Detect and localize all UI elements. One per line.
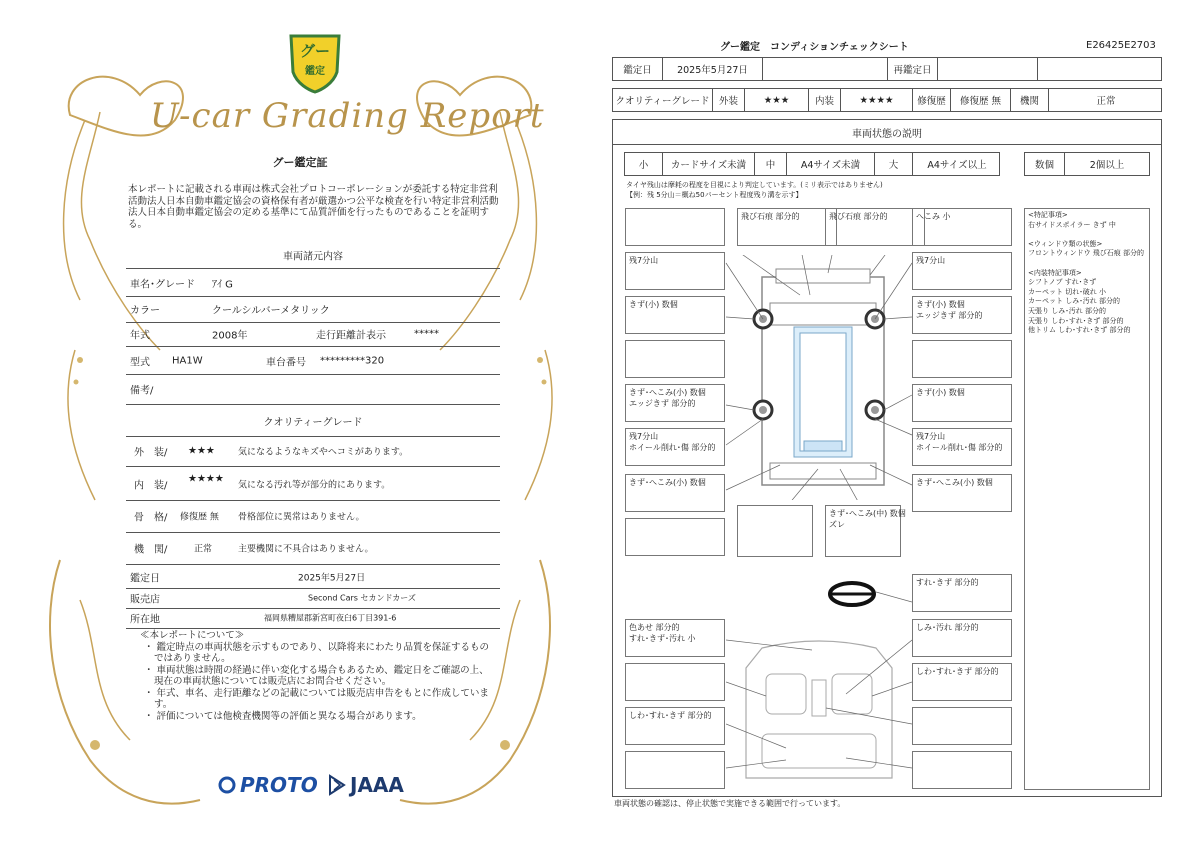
appraisal-date-label: 鑑定日 [130, 573, 160, 585]
callout-text: きず･へこみ(小) 数個 [629, 478, 706, 487]
callout-box-20 [912, 574, 1012, 612]
special-note-line: シフトノブ すれ･きず [1028, 278, 1097, 287]
year-label: 年式 [130, 330, 150, 342]
callout-text: しみ･汚れ 部分的 [916, 623, 979, 632]
date-value: 2025年5月27日 [663, 58, 763, 80]
quality-frame-row [126, 500, 500, 533]
badge-bottom-text: 鑑定 [305, 66, 325, 77]
color-label: カラー [130, 305, 160, 317]
jaaa-logo-text: JAAA [350, 773, 404, 797]
address-row [126, 608, 500, 629]
interior-text: 気になる汚れ等が部分的にあります。 [238, 480, 391, 491]
spec-year-row [126, 322, 500, 347]
callout-box-10 [912, 340, 1012, 378]
grade-label: クオリティーグレード [613, 89, 713, 111]
remarks-label: 備考/ [130, 385, 154, 397]
callout-text: きず(小) 数個 [916, 300, 965, 309]
quality-header-row [126, 406, 500, 437]
callout-box-7 [625, 296, 725, 334]
certificate-title: グー鑑定証 [272, 156, 328, 169]
note-item: ・ 評価については他検査機関等の評価と異なる場合があります。 [144, 710, 422, 722]
count-label: 数個 [1025, 153, 1065, 175]
callout-text: 残7分山 [629, 256, 659, 265]
steering-leader-line [876, 590, 912, 604]
size-mid: 中 [755, 153, 787, 175]
callout-text: きず(小) 数個 [916, 388, 965, 397]
count-desc: 2個以上 [1089, 160, 1125, 171]
callout-box-8 [912, 296, 1012, 334]
callout-box-23 [625, 663, 725, 701]
count-legend [1024, 152, 1150, 176]
callout-text: 飛び石痕 部分的 [741, 212, 800, 221]
special-note-spacer [1028, 259, 1146, 269]
special-note-line: <ウィンドウ類の状態> [1028, 239, 1103, 248]
callout-text: すれ･きず･汚れ 小 [629, 634, 696, 643]
special-note-line: カーペット しみ･汚れ 部分的 [1028, 297, 1120, 306]
engine-label: 機関 [1011, 89, 1049, 111]
engine-label: 機 関/ [134, 544, 168, 556]
name-value: ｱｲ G [212, 279, 233, 291]
quality-exterior-row [126, 436, 500, 467]
callout-text: きず･へこみ(小) 数個 [916, 478, 993, 487]
model-value: HA1W [172, 355, 203, 367]
engine-text: 主要機関に不具合はありません。 [238, 544, 374, 555]
special-note-line: 天張り しみ･汚れ 部分的 [1028, 306, 1106, 315]
exterior-label: 外装 [713, 89, 745, 111]
size-small: 小 [625, 153, 663, 175]
proto-mark-icon [218, 776, 236, 794]
spec-header-row [126, 242, 500, 269]
callout-box-9 [625, 340, 725, 378]
callout-box-25 [625, 707, 725, 745]
script-title: U-car Grading Report [150, 96, 545, 136]
callout-text: ホイール削れ･傷 部分的 [916, 443, 1003, 452]
callout-text: しわ･すれ･きず 部分的 [916, 667, 999, 676]
callout-box-1 [625, 208, 725, 246]
special-note-line: 他トリム しわ･すれ･きず 部分的 [1028, 326, 1131, 335]
special-note-line: <内装特記事項> [1028, 268, 1082, 277]
callout-text: きず(小) 数個 [629, 300, 678, 309]
report-notes [140, 630, 495, 722]
callout-box-17 [625, 518, 725, 556]
callout-text: きず･へこみ(中) 数個 [829, 509, 906, 518]
frame-text: 骨格部位に異常はありません。 [238, 512, 365, 523]
callout-box-16 [912, 474, 1012, 512]
jaaa-logo [328, 772, 404, 798]
notes-title: ≪本レポートについて≫ [140, 630, 245, 641]
engine-value: 正常 [194, 544, 213, 555]
size-large-desc: A4サイズ以上 [927, 160, 987, 171]
exterior-stars: ★★★ [188, 445, 215, 457]
interior-label: 内装 [809, 89, 841, 111]
certificate-text: 本レポートに記載される車両は株式会社プロトコーポレーションが委託する特定非営利活動法人日本自動車鑑定協会の資格保有者が厳選かつ公平な検査を行い特定非営利活動法人日本自動車鑑定協会の定める基準にて品質評価を行ったものであることを証明する。 [128, 184, 499, 230]
callout-box-26 [912, 707, 1012, 745]
special-note-line: 右サイドスポイラー きず 中 [1028, 220, 1116, 229]
appraisal-date-row [126, 566, 500, 589]
chassis-label: 車台番号 [266, 357, 306, 369]
callout-text: ズレ [829, 520, 845, 529]
callout-text: きず･へこみ(小) 数個 [629, 388, 706, 397]
proto-logo [218, 772, 318, 798]
callout-text: エッジきず 部分的 [916, 311, 983, 320]
special-note-line: カーペット 切れ･破れ 小 [1028, 287, 1106, 296]
mileage-label: 走行距離計表示 [316, 330, 386, 342]
callout-text: ホイール削れ･傷 部分的 [629, 443, 716, 452]
callout-box-14 [912, 428, 1012, 466]
address-label: 所在地 [130, 614, 160, 626]
year-value: 2008年 [212, 330, 248, 342]
note-item: ・ 車両状態は時間の経過に伴い変化する場合もあるため、鑑定日をご確認の上、現在の車両状態については販売店にお問合せください。 [144, 664, 489, 687]
callout-box-13 [625, 428, 725, 466]
note-item: ・ 年式、車名、走行距離などの記載については販売店申告をもとに作成しています。 [144, 687, 489, 710]
callout-box-4 [912, 208, 1012, 246]
engine-value: 正常 [1096, 96, 1116, 107]
callout-box-2 [737, 208, 837, 246]
shop-row [126, 588, 500, 609]
callout-text: すれ･きず 部分的 [916, 578, 979, 587]
note-item: ・ 鑑定時点の車両状態を示すものであり、以降将来にわたり品質を保証するものではありません。 [144, 641, 490, 664]
frame-value: 修復歴 無 [180, 512, 219, 523]
callout-box-19 [825, 505, 906, 557]
reappraisal-label: 再鑑定日 [888, 58, 938, 80]
callout-box-6 [912, 252, 1012, 290]
repair-value: 修復歴 無 [951, 89, 1011, 111]
callout-text: エッジきず 部分的 [629, 399, 696, 408]
interior-stars: ★★★★ [188, 473, 224, 485]
exterior-stars: ★★★ [745, 89, 809, 111]
sheet-title: グー鑑定 コンディションチェックシート [720, 42, 909, 53]
interior-top-view-diagram [726, 638, 912, 788]
date-label: 鑑定日 [613, 58, 663, 80]
reappraisal-value [938, 58, 1038, 80]
special-notes-panel [1024, 208, 1150, 790]
document-id: E26425E2703 [1086, 40, 1156, 51]
tire-note-1: タイヤ残山は摩耗の程度を目視により判定しています。(ミリ表示ではありません) [626, 181, 883, 189]
appraisal-date-value: 2025年5月27日 [298, 573, 366, 584]
callout-text: 残7分山 [916, 256, 946, 265]
callout-text: 残7分山 [916, 432, 946, 441]
spec-model-row [126, 348, 500, 375]
frame-label: 骨 格/ [134, 512, 168, 524]
date-blank [763, 58, 888, 80]
section-title: 車両状態の説明 [613, 120, 1161, 145]
special-note-line: 天張り しわ･すれ･きず 部分的 [1028, 316, 1124, 325]
special-note-line: <特記事項> [1028, 211, 1068, 219]
callout-text: 色あせ 部分的 [629, 623, 680, 632]
footer-note: 車両状態の確認は、停止状態で実施できる範囲で行っています。 [614, 799, 846, 808]
callout-box-24 [912, 663, 1012, 701]
exterior-text: 気になるようなキズやヘコミがあります。 [238, 447, 409, 458]
grade-row [612, 88, 1162, 112]
callout-box-18 [737, 505, 813, 557]
callout-box-28 [912, 751, 1012, 789]
callout-box-5 [625, 252, 725, 290]
shop-value: Second Cars セカンドカーズ [308, 593, 416, 603]
shop-label: 販売店 [130, 594, 160, 606]
chassis-value: *********320 [320, 355, 385, 367]
callout-text: へこみ 小 [916, 212, 951, 221]
spec-name-row [126, 270, 500, 297]
callout-box-22 [912, 619, 1012, 657]
callout-box-11 [625, 384, 725, 422]
quality-interior-row [126, 468, 500, 501]
callout-text: 飛び石痕 部分的 [829, 212, 888, 221]
callout-box-27 [625, 751, 725, 789]
badge-top-text: グー [299, 42, 330, 60]
name-label: 車名･グレード [130, 279, 195, 291]
proto-logo-text: PROTO [240, 773, 318, 797]
tire-note-2: 【例：残 5分山＝概ね50パーセント程度残り溝を示す】 [626, 191, 803, 199]
size-large: 大 [875, 153, 913, 175]
mileage-value: ***** [414, 328, 439, 340]
model-label: 型式 [130, 357, 150, 369]
steering-wheel-icon [826, 580, 878, 608]
quality-engine-row [126, 532, 500, 565]
callout-text: 残7分山 [629, 432, 659, 441]
car-top-view-diagram [700, 255, 920, 500]
size-mid-desc: A4サイズ未満 [787, 153, 875, 175]
jaaa-mark-icon [328, 774, 346, 796]
spec-remarks-row [126, 374, 500, 405]
interior-stars: ★★★★ [841, 89, 913, 111]
callout-box-12 [912, 384, 1012, 422]
repair-label: 修復歴 [913, 89, 951, 111]
special-note-line: フロントウィンドウ 飛び石痕 部分的 [1028, 249, 1145, 258]
spec-color-row [126, 296, 500, 323]
size-legend [624, 152, 1000, 176]
interior-label: 内 装/ [134, 480, 168, 492]
quality-header: クオリティーグレード [263, 417, 363, 429]
address-value: 福岡県糟屋郡新宮町夜臼6丁目391-6 [264, 613, 397, 623]
callout-box-21 [625, 619, 725, 657]
callout-text: しわ･すれ･きず 部分的 [629, 711, 712, 720]
date-row [612, 57, 1162, 81]
callout-box-3 [825, 208, 925, 246]
callout-box-15 [625, 474, 725, 512]
spec-header: 車両諸元内容 [283, 251, 343, 263]
goo-appraisal-badge [285, 32, 345, 94]
color-value: クールシルバーメタリック [212, 305, 330, 317]
special-note-spacer [1028, 230, 1146, 240]
size-small-desc: カードサイズ未満 [663, 153, 755, 175]
exterior-label: 外 装/ [134, 447, 168, 459]
